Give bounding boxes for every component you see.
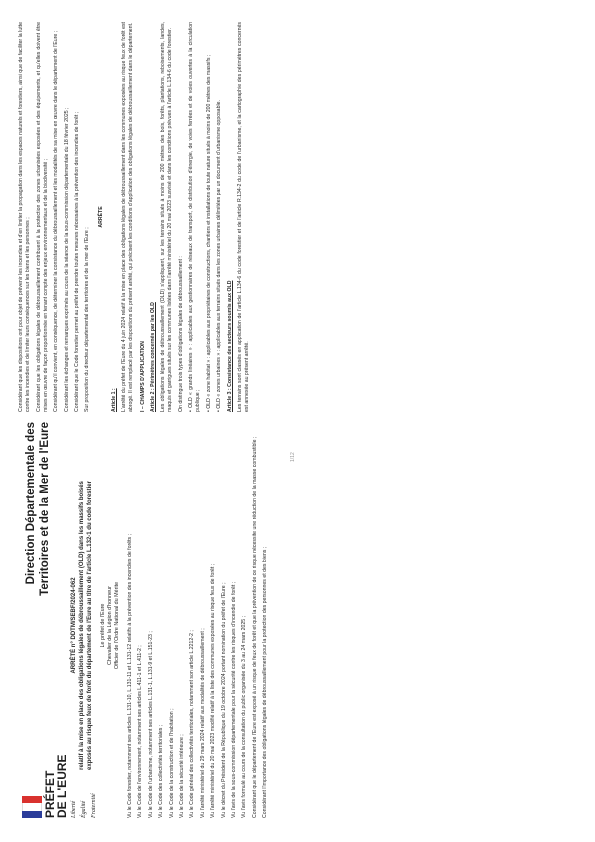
- considerant-paragraph: Considérant que le département de l'Eure est exposé à un risque de feux de forêt et que la prévention de ce risque nécessite une réduction de la masse combustible ;: [251, 436, 258, 818]
- vu-paragraph: Vu l'avis de la sous-commission départementale pour la sécurité contre les risques d'incendie de forêt ;: [230, 581, 237, 818]
- vu-paragraph: Vu le Code général des collectivités territoriales, notamment son article L.2212-2 ;: [189, 630, 196, 818]
- direction-header: [24, 422, 52, 692]
- arrete-subject: relatif à la mise en place des obligations légales de débroussaillement (OLD) dans les massifs boisés exposés au risque feux de forêt du département de l'Eure au titre de l'article L.132-1 du code forestier: [79, 481, 93, 770]
- section-1-heading: I – CHAMPS D'APPLICATION: [139, 341, 146, 412]
- prefet-honor-2: Officier de l'Ordre National du Mérite: [114, 581, 120, 670]
- considerant-paragraph: Considérant que le Code forestier permet au préfet de prendre toutes mesures nécessaires à la prévention des incendies de forêt ;: [73, 111, 80, 412]
- vu-paragraph: Vu le Code de la sécurité intérieure ;: [178, 734, 185, 818]
- definition-item: • OLD « zone habitat » : applicables aux propriétaires de constructions, chantiers et installations de toute nature situés à moins de 200 mètres des massifs ;: [205, 54, 212, 412]
- arrete-heading: ARRÊTE: [97, 206, 104, 228]
- page-marker: 1/12: [290, 452, 296, 462]
- vu-paragraph: Vu le Code de l'environnement, notamment ses articles L.411-1 et L.411-2 ;: [137, 645, 144, 818]
- vu-paragraph: Vu l'avis formulé au cours de la consultation du public organisée du 3 au 24 mars 2025 ;: [241, 615, 248, 818]
- marianne-flag-icon: [22, 796, 42, 818]
- arrete-number: ARRÊTÉ n° DDTM/SEBF/2024-062: [71, 577, 77, 674]
- direction-line-2: Territoires et de la Mer de l'Eure: [39, 422, 51, 596]
- article-1-title: Article 1 :: [110, 388, 117, 412]
- article-1-text: L'arrêté du préfet de l'Eure du 4 juin 2024 relatif à la mise en place des obligations légales de débroussaillement dans les communes exposées au risque feux de forêt est abrogé. Il est remplacé par les dispositions du présent arrêté, qui précisent les conditions d'application des obligations légales de débroussaillement dans le département.: [121, 22, 135, 412]
- definitions-intro: On distingue trois types d'obligations légales de débroussaillement :: [177, 256, 184, 412]
- article-2-title: Article 2 : Périmètres concernés par les OLD: [149, 302, 156, 412]
- logo-motto-3: Fraternité: [91, 793, 97, 818]
- article-2-text: Les obligations légales de débroussaillement (OLD) s'appliquent, sur les terrains situés à moins de 200 mètres des bois, forêts, plantations, reboisements, landes, maquis et garrigues situés sur les communes listées dans l'arrêté ministériel du 20 mai 2023 susvisé et dans les conditions prévues à l'article L.134-6 du code forestier.: [160, 22, 174, 412]
- logo-department: DE L'EURE: [55, 754, 69, 818]
- considerant-paragraph: Considérant que les dispositions ont pour objet de prévenir les incendies et d'en limiter la propagation dans les espaces naturels et forestiers, ainsi que de faciliter la lutte contre les incendies et de limiter leurs conséquences sur les biens et les personnes ;: [18, 22, 32, 412]
- sur-proposition: Sur proposition du directeur départemental des territoires et de la mer de l'Eure ;: [84, 227, 91, 412]
- vu-paragraph: Vu le décret du Président de la République du 19 octobre 2024 portant nomination du préfet de l'Eure ;: [220, 582, 227, 818]
- vu-paragraph: Vu le Code forestier, notamment ses articles L.131-10, L.131-11 et L.131-12 relatifs à la prévention des incendies de forêts ;: [127, 533, 133, 818]
- considerant-paragraph: Considérant qu'il convient, en conséquence, de déterminer la consistance du débroussaillement et les modalités de sa mise en œuvre dans le département de l'Eure ;: [53, 30, 60, 412]
- left-column: [70, 433, 272, 818]
- vu-paragraph: Vu le Code des collectivités territoriales ;: [158, 724, 165, 818]
- right-column: [18, 22, 255, 412]
- prefet-name: Le préfet de l'Eure: [100, 603, 106, 648]
- vu-paragraph: Vu le Code de la construction et de l'habitation ;: [168, 708, 175, 818]
- arrete-title-block: [70, 473, 94, 778]
- definition-item: • OLD « zones urbaines » : applicables aux terrains situés dans les zones urbaines délimitées par un document d'urbanisme opposable.: [216, 100, 223, 412]
- prefet-honor-1: Chevalier de la Légion d'honneur: [107, 586, 113, 665]
- logo-prefet: PRÉFET: [43, 770, 57, 818]
- definition-item: • OLD « grands linéaires » : applicables aux gestionnaires de réseaux de transport, de distribution d'énergie, de voies ferrées et de voies ouvertes à la circulation publique ;: [188, 22, 202, 412]
- vu-paragraph: Vu le Code de l'urbanisme, notamment ses articles L.131-1, L.131-9 et L.151-23 ;: [147, 631, 154, 818]
- considerant-paragraph: Considérant que les obligations légales de débroussaillement contribuent à la protection des zones urbanisées exposées et des équipements, et qu'elles doivent être mises en œuvre de façon proportionnée en tenant compte des enjeux environnementaux et de la biodiversité ;: [35, 22, 49, 412]
- vu-paragraph: Vu l'arrêté ministériel du 20 mai 2023 modifié relatif à la liste des communes exposées au risque feux de forêt ;: [210, 563, 217, 818]
- direction-line-1: Direction Départementale des: [25, 422, 37, 585]
- logo-motto-2: Égalité: [81, 800, 87, 818]
- prefet-block: [100, 433, 121, 818]
- article-3-title: Article 3 : Consistance des secteurs soumis aux OLD: [226, 280, 233, 412]
- considerant-paragraph: Considérant les échanges et remarques exprimés au cours de la séance de la sous-commission départementale du 18 février 2025 ;: [63, 107, 70, 412]
- considerant-paragraph: Considérant l'importance des obligations légales de débroussaillement pour la protection des personnes et des biens ;: [262, 546, 269, 818]
- article-3-text: Les terrains sont classés en application de l'article L.134-6 du code forestier et de l'article R.134-2 du code de l'urbanisme, et la cartographie des périmètres concernés est annexée au présent arrêté.: [236, 22, 251, 412]
- vu-paragraph: Vu l'arrêté ministériel du 29 mars 2024 relatif aux modalités de débroussaillement ;: [199, 628, 206, 818]
- logo-motto-1: Liberté: [71, 800, 77, 818]
